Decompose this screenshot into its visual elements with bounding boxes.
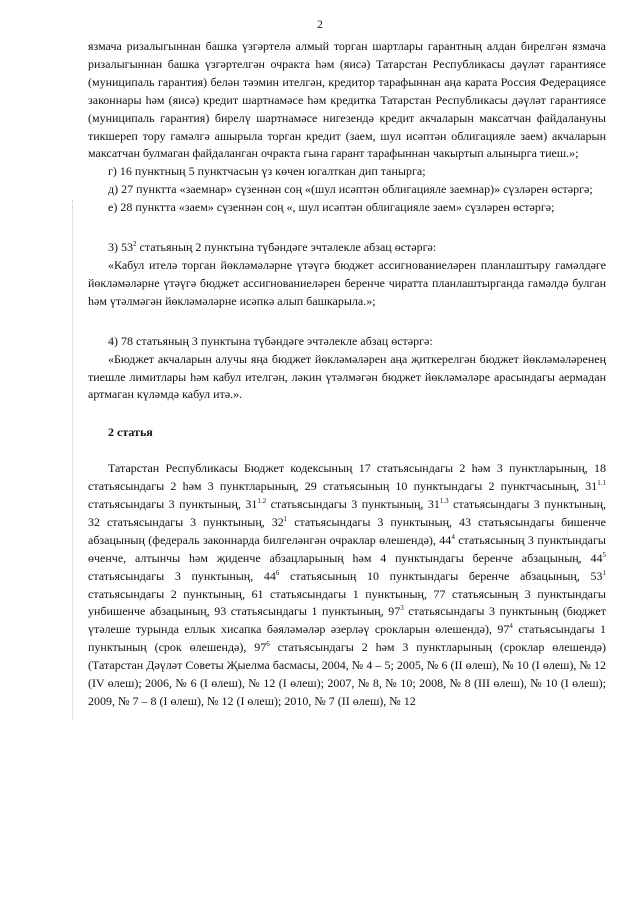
paragraph	[88, 351, 606, 405]
superscript: 6	[275, 568, 280, 577]
text-run: е) 28 пунктта «заем» сүзеннән соң «, шул исәптән облигацияле заем» сүзләрен өстәргә;	[108, 200, 555, 215]
paragraph	[88, 333, 606, 351]
text-run: статьясының 10 пунктындагы беренче абзацының, 53	[279, 568, 603, 583]
paragraph	[88, 38, 606, 163]
text-run: «Кабул ителә торган йөкләмәләрне үтәүгә бюджет ассигнованиеләрен планлаштыру гамәлдәге йөкләмәләрне үтәүгә бюджет ассигнованиеләрен беренче чиратта планлаштырганда гамәлдә булган һәм үтәлмәгән йөкләмәләрне исәпкә алып башкарыла.»;	[88, 257, 606, 308]
paragraph	[88, 239, 606, 257]
superscript: 5	[602, 550, 606, 559]
superscript: 4	[451, 532, 455, 541]
text-run: статьясындагы 2 һәм 3 пунктларының (сроклар өлешендә) (Татарстан Дәүләт Советы Җыелма басмасы, 2004, № 4 – 5; 2005, № 6 (II өлеш), № 10 (I өлеш), № 12 (IV өлеш); 2006, № 6 (I өлеш), № 12 (I өлеш); 2007, № 8, № 10; 2008, № 8 (III өлеш), № 10 (I өлеш); 2009, № 7 – 8 (I өлеш), № 12 (I өлеш); 2010, № 7 (II өлеш), № 12	[88, 640, 606, 708]
text-run: статьясындагы 3 пунктының, 44	[88, 568, 276, 583]
superscript: 4	[509, 622, 513, 631]
superscript: 1.2	[257, 497, 267, 506]
superscript: 1.1	[597, 479, 606, 488]
text-run: г) 16 пунктның 5 пунктчасын үз көчен югалткан дип танырга;	[108, 164, 426, 179]
superscript: 3	[400, 604, 404, 613]
paragraph	[88, 460, 606, 711]
text-run: Татарстан Республикасы Бюджет кодексының 17 статьясындагы 2 һәм 3 пунктларының, 18 статьясындагы 2 һәм 3 пунктларының, 29 статьясының 10 пунктындагы 2 пунктчасының, 31	[88, 461, 606, 494]
text-run: статьясындагы 2 пунктының, 61 статьясындагы 1 пунктының, 77 статьясының 3 пунктындагы унбишенче абзацының, 93 статьясындагы 1 пунктының, 97	[88, 586, 606, 619]
text-run: статьясының 3 пунктындагы өченче, алтынчы һәм җиденче абзацларының һәм 4 пунктындагы беренче абзацының, 44	[88, 532, 606, 565]
text-run: д) 27 пунктта «заемнар» сүзеннән соң «(шул исәптән облигацияле заемнар)» сүзләрен өстәргә;	[108, 182, 593, 197]
paragraph	[88, 181, 606, 199]
page-number: 2	[317, 19, 323, 31]
superscript: 1	[602, 568, 606, 577]
text-run: статьясындагы 3 пунктының, 32 статьясындагы 3 пунктының, 32	[88, 497, 606, 529]
document-body	[88, 38, 606, 711]
paragraph	[88, 163, 606, 181]
text-run: статьясындагы 1 пунктының (срок өлешендә), 97	[88, 622, 606, 655]
text-run: статьяның 2 пунктына түбәндәге эчтәлекле абзац өстәргә:	[136, 240, 437, 255]
text-run: язмача ризалыгыннан башка үзгәртелә алмый торган шартлары гарантның алдан бирелгән язмача ризалыгыннан башка үзгәртелгән очракта һәм (яисә) Татарстан Республикасы дәүләт гарантиясе (муниципаль гарантия) белән тәэмин ителгән, кредитор тарафыннан аңа карата Россия Федерациясе законнары һәм (яисә) кредит шартнамәсе һәм кредитка Татарстан Республикасы дәүләт гарантиясе (муниципаль гарантия) бирелү шартнамәсе нигезендә кредит акчаларын максатчан файдалануны тикшереп тору гамәлгә ашырыла торган кредит (заем, шул исәптән облигацияле заем) акчаларын максатчан булмаган файдаланган очракта гына гарант тарафыннан чакыртып алынырга тиеш.»;	[88, 39, 606, 161]
text-run: статьясындагы 3 пунктының, 31	[88, 497, 258, 512]
text-run: статьясындагы 3 пунктының, 31	[266, 497, 440, 512]
superscript: 2	[133, 240, 137, 249]
article-heading	[108, 424, 606, 442]
scan-dotted-margin-left	[72, 200, 74, 720]
superscript: 6	[266, 640, 270, 649]
paragraph	[88, 199, 606, 217]
superscript: 1	[283, 514, 288, 523]
text-run: статьясындагы 3 пунктының (бюджет үтәлеше турында еллык хисапка бәяләмәләр әзерләү срокларын өлешендә), 97	[88, 604, 606, 637]
paragraph	[88, 257, 606, 311]
text-run: 4) 78 статьяның 3 пунктына түбәндәге эчтәлекле абзац өстәргә:	[108, 333, 433, 348]
text-run: статьясындагы 3 пунктының, 43 статьясындагы бишенче абзацының (федераль законнарда билгеләнгән очраклар өлешендә), 44	[88, 514, 606, 547]
superscript: 1.3	[439, 497, 449, 506]
text-run: 2 статья	[108, 425, 153, 440]
text-run: 3) 53	[108, 240, 133, 255]
text-run: «Бюджет акчаларын алучы яңа бюджет йөкләмәләрен аңа җиткерелгән бюджет йөкләмәләренең тиешле лимитлары һәм кабул ителгән, ләкин үтәлмәгән бюджет йөкләмәләре арасындагы аермадан артмаган күләмдә кабул итә.».	[88, 351, 606, 402]
